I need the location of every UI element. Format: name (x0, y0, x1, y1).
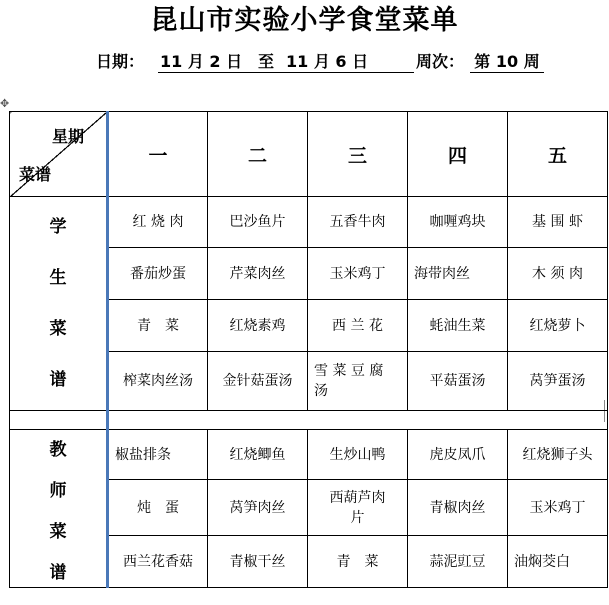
menu-cell: 番茄炒蛋 (108, 248, 208, 300)
menu-cell: 红烧狮子头 (508, 430, 608, 480)
day-header-1: 一 (108, 112, 208, 197)
teacher-label-char: 谱 (49, 563, 67, 583)
menu-cell: 玉米鸡丁 (508, 480, 608, 536)
date-line (96, 50, 596, 74)
student-section-label (10, 197, 108, 411)
menu-cell: 红烧鲫鱼 (208, 430, 308, 480)
menu-cell: 莴笋肉丝 (208, 480, 308, 536)
menu-cell: 蚝油生菜 (408, 300, 508, 352)
menu-cell: 红 烧 肉 (108, 197, 208, 248)
menu-cell: 咖喱鸡块 (408, 197, 508, 248)
menu-cell: 西葫芦肉 片 (308, 480, 408, 536)
menu-cell: 巴沙鱼片 (208, 197, 308, 248)
spacer-row (10, 411, 608, 430)
student-row-1 (10, 197, 608, 248)
menu-cell: 玉米鸡丁 (308, 248, 408, 300)
day-header-3: 三 (308, 112, 408, 197)
corner-weekday-label: 星期 (51, 127, 84, 146)
menu-cell: 红烧素鸡 (208, 300, 308, 352)
teacher-label-char: 教 (49, 440, 67, 460)
menu-cell: 油焖茭白 (508, 536, 608, 588)
menu-cell: 西 兰 花 (308, 300, 408, 352)
menu-cell: 虎皮凤爪 (408, 430, 508, 480)
menu-cell: 莴笋蛋汤 (508, 352, 608, 411)
menu-cell: 炖 蛋 (108, 480, 208, 536)
week-value: 第 10 周 (470, 50, 544, 73)
student-label-char: 谱 (49, 370, 67, 390)
menu-cell: 红烧萝卜 (508, 300, 608, 352)
menu-cell: 青椒肉丝 (408, 480, 508, 536)
menu-cell: 雪 菜 豆 腐 汤 (308, 352, 408, 411)
teacher-row-1 (10, 430, 608, 480)
student-label-char: 学 (49, 217, 67, 237)
date-label: 日期： (96, 52, 145, 71)
date-range (158, 50, 414, 73)
menu-cell: 青 菜 (108, 300, 208, 352)
menu-table (9, 111, 608, 588)
menu-cell: 生炒山鸭 (308, 430, 408, 480)
day-header-5: 五 (508, 112, 608, 197)
student-label-char: 菜 (49, 319, 67, 339)
menu-cell: 平菇蛋汤 (408, 352, 508, 411)
header-row (10, 112, 608, 197)
menu-cell: 榨菜肉丝汤 (108, 352, 208, 411)
menu-cell: 蒜泥豇豆 (408, 536, 508, 588)
menu-cell: 椒盐排条 (108, 430, 208, 480)
menu-cell: 五香牛肉 (308, 197, 408, 248)
teacher-label-char: 菜 (49, 522, 67, 542)
day-header-4: 四 (408, 112, 508, 197)
day-header-2: 二 (208, 112, 308, 197)
teacher-section-label (10, 430, 108, 588)
date-from: 11 月 2 日 (160, 52, 243, 71)
date-until: 11 月 6 日 (286, 52, 369, 71)
page-title: 昆山市实验小学食堂菜单 (150, 5, 459, 36)
corner-cell (10, 112, 108, 197)
menu-cell: 芹菜肉丝 (208, 248, 308, 300)
menu-cell: 青椒干丝 (208, 536, 308, 588)
week-label: 周次： (416, 52, 465, 71)
teacher-label-char: 师 (49, 481, 67, 501)
date-to-word: 至 (258, 52, 275, 71)
corner-menu-label: 菜谱 (19, 165, 52, 184)
table-move-handle-icon[interactable]: ✥ (0, 97, 10, 110)
menu-cell: 西兰花香菇 (108, 536, 208, 588)
menu-cell: 木 须 肉 (508, 248, 608, 300)
menu-cell: 基 围 虾 (508, 197, 608, 248)
spacer-cell (108, 411, 608, 430)
menu-cell: 海带肉丝 (408, 248, 508, 300)
spacer-cell (10, 411, 108, 430)
student-label-char: 生 (49, 268, 67, 288)
menu-cell: 青 菜 (308, 536, 408, 588)
menu-cell: 金针菇蛋汤 (208, 352, 308, 411)
